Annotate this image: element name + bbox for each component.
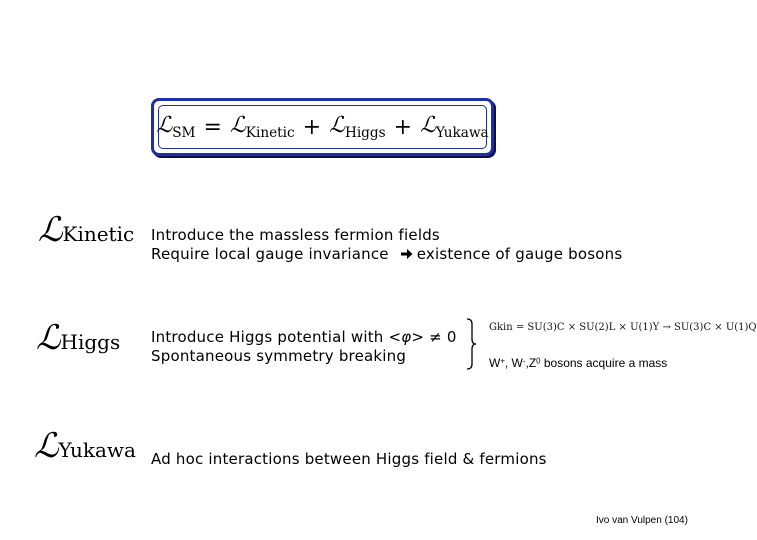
symmetry-breaking-formula: Gkin = SU(3)C × SU(2)L × U(1)Y → SU(3)C × U(1)Q — [489, 322, 757, 333]
slide-credit: Ivo van Vulpen (104) — [596, 515, 688, 526]
sm-lagrangian-box — [151, 98, 494, 156]
higgs-symbol-sub: Higgs — [60, 330, 121, 354]
kinetic-symbol: ℒKinetic — [38, 210, 135, 250]
implies-arrow-icon — [401, 248, 413, 260]
higgs-potential-text: Introduce Higgs potential with < — [151, 328, 402, 346]
yukawa-line-1: Ad hoc interactions between Higgs field & fermions — [151, 450, 547, 468]
lagrangian-yukawa: ℒ$_{Yukawa}$ — [420, 113, 489, 141]
lagrangian-kinetic: ℒ$_{Kinetic}$ — [229, 113, 295, 141]
phi-symbol: φ — [401, 328, 412, 346]
w-label: W — [489, 356, 501, 370]
kinetic-line-2 — [151, 245, 622, 264]
z0-sup: 0 — [536, 356, 541, 366]
w-minus-sup: - — [522, 356, 526, 366]
gauge-bosons-text: existence of gauge bosons — [416, 245, 623, 263]
z-label: ,Z — [525, 356, 537, 370]
boson-mass-note — [489, 356, 667, 370]
w-minus-label: , W — [504, 356, 523, 370]
higgs-symbol: ℒHiggs — [36, 318, 121, 358]
right-brace — [466, 318, 476, 370]
plus-sign: + — [393, 114, 413, 140]
gauge-invariance-text: Require local gauge invariance — [151, 245, 389, 263]
kinetic-line-1: Introduce the massless fermion fields — [151, 226, 440, 244]
lagrangian-sm: ℒ$_{SM}$ — [156, 113, 196, 141]
plus-sign: + — [302, 114, 322, 140]
higgs-line-1 — [151, 328, 457, 347]
sm-subscript: SM — [172, 124, 196, 141]
acquire-mass-text: bosons acquire a mass — [540, 356, 668, 370]
sm-lagrangian-equation — [158, 105, 487, 149]
lagrangian-higgs: ℒ$_{Higgs}$ — [329, 113, 386, 141]
w-plus-sup: + — [500, 356, 505, 366]
kinetic-subscript: Kinetic — [245, 124, 295, 141]
kinetic-symbol-sub: Kinetic — [62, 222, 135, 246]
equals-sign: = — [203, 114, 222, 140]
higgs-subscript: Higgs — [344, 124, 386, 141]
higgs-line-2: Spontaneous symmetry breaking — [151, 347, 407, 365]
yukawa-symbol-sub: Yukawa — [58, 438, 136, 462]
vev-nonzero-text: > ≠ 0 — [411, 328, 457, 346]
yukawa-subscript: Yukawa — [435, 124, 489, 141]
yukawa-symbol: ℒYukawa — [34, 426, 136, 466]
